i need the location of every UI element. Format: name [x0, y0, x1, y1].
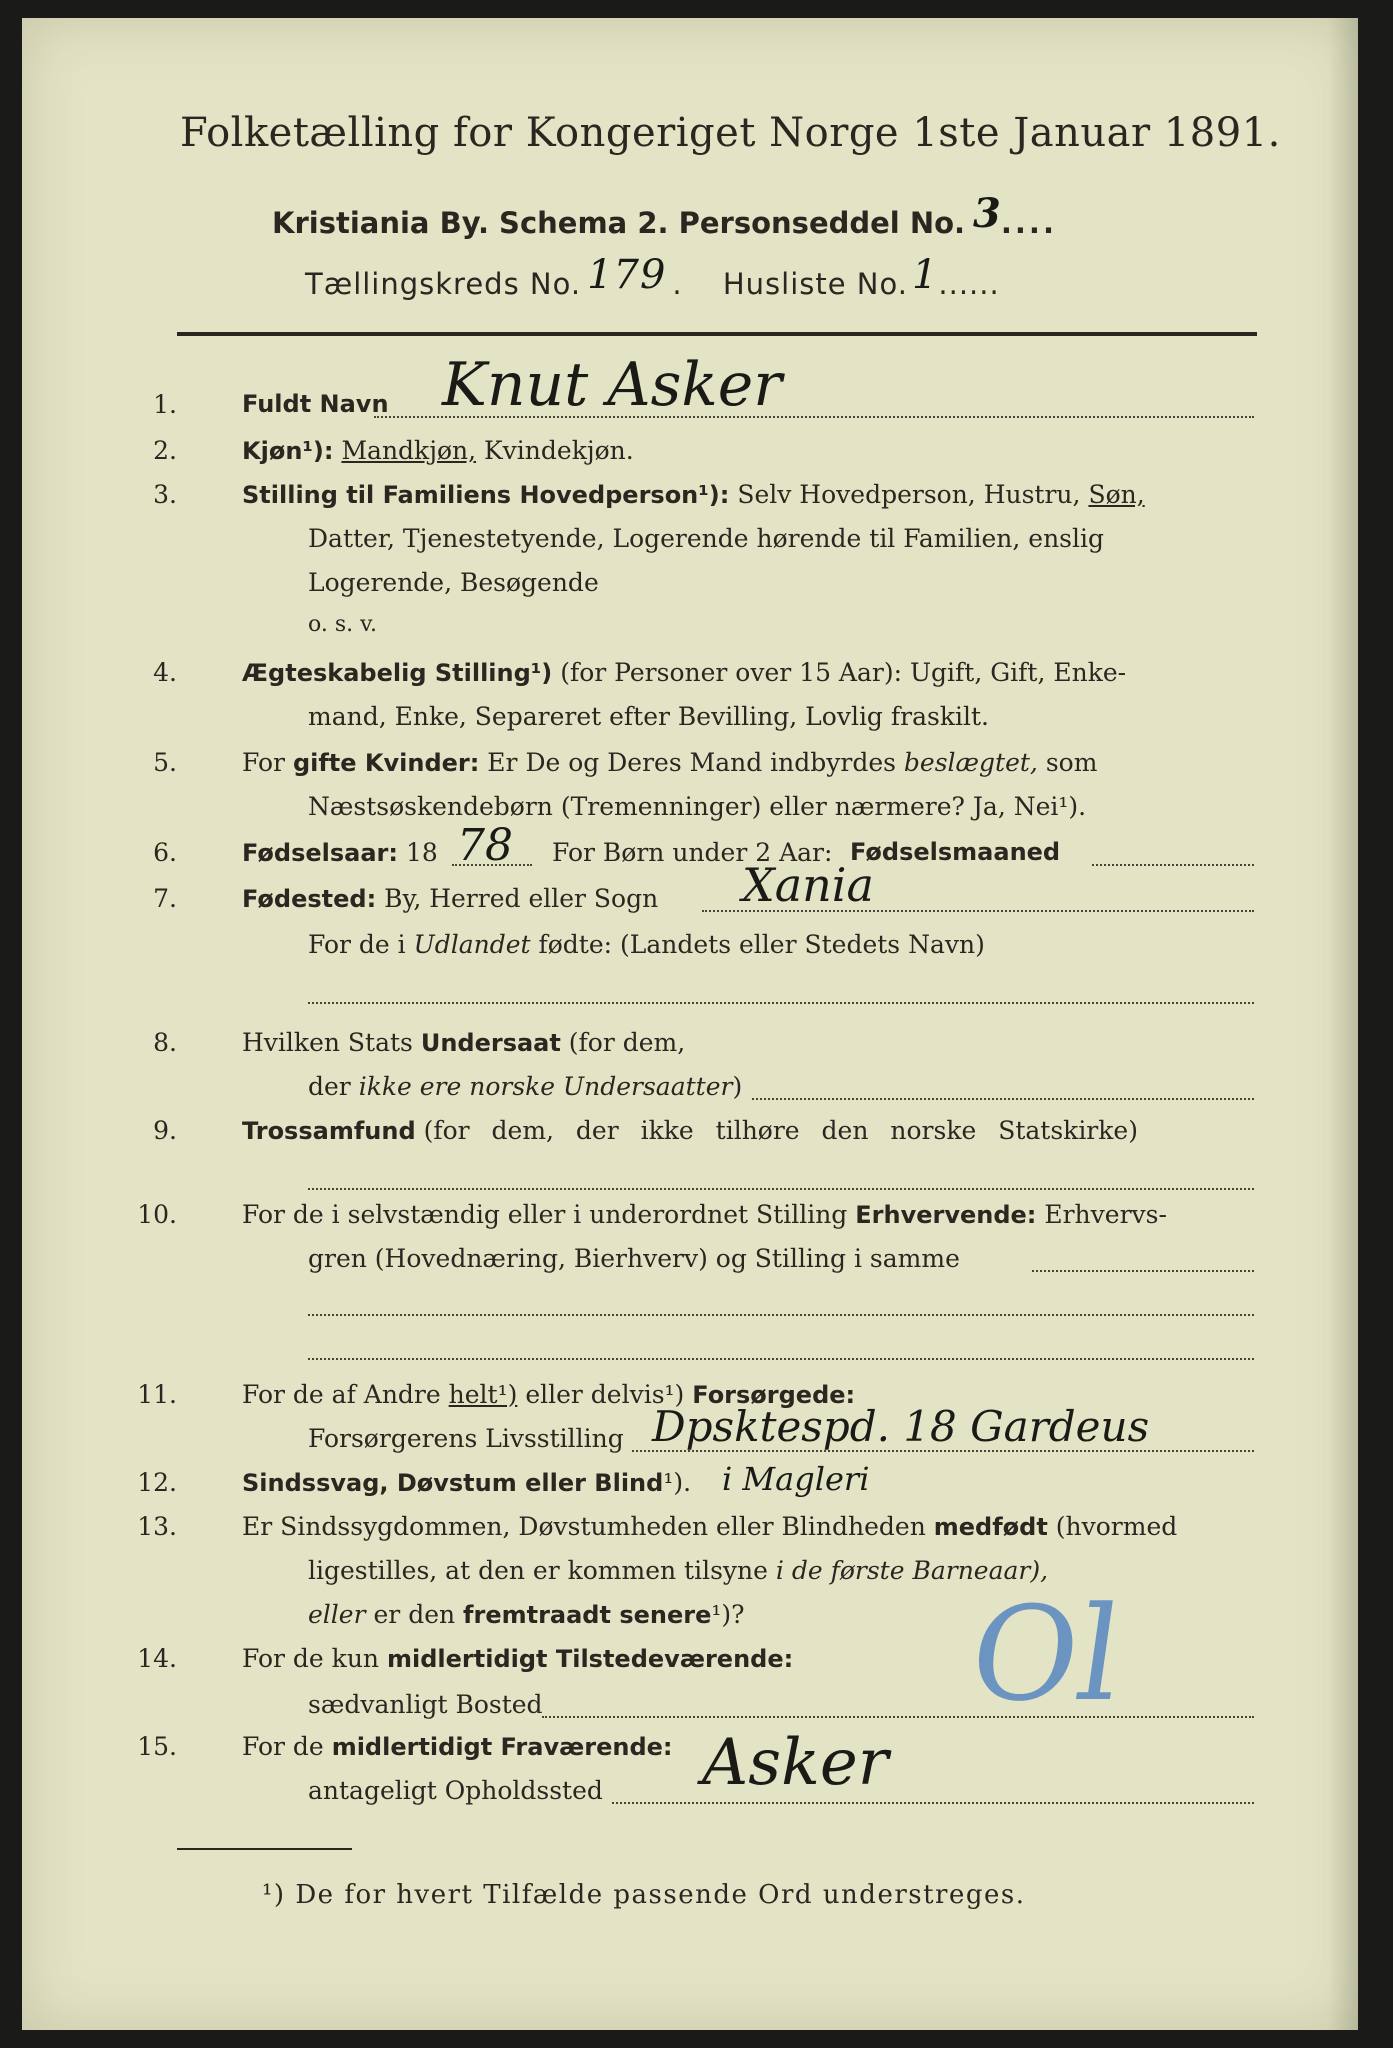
item-text: Er Sindssygdommen, Døvstumheden eller Blindheden	[242, 1512, 926, 1541]
item-label: Sindssvag, Døvstum eller Blind	[242, 1469, 664, 1497]
item-label: Fødselsmaaned	[850, 838, 1061, 866]
item-number: 12.	[137, 1468, 177, 1497]
item-label: Fødested:	[242, 885, 377, 913]
underlined-option: Mandkjøn,	[341, 436, 477, 465]
item-text: (hvormed	[1055, 1512, 1178, 1541]
item-text: For de kun	[242, 1644, 380, 1673]
option-text: Kvindekjøn.	[484, 436, 634, 465]
item-text: For de i	[308, 930, 406, 959]
underlined-option: Søn,	[1088, 480, 1145, 509]
header-schema-text: Kristiania By. Schema 2. Personseddel No.	[272, 206, 966, 240]
item-number: 7.	[153, 884, 177, 913]
item-number: 2.	[153, 436, 177, 465]
item-number: 15.	[137, 1732, 177, 1761]
item-text: Erhvervs-	[1044, 1200, 1167, 1229]
census-form-sheet: Folketælling for Kongeriget Norge 1ste Januar 1891. Kristiania By. Schema 2. Personseddel No. 3.... Tællingskreds No. 179 . Husliste No. 1...... 1. Fuldt Navn Knut Asker 2. Kjøn¹): Mandkjøn, Kvindekjøn. 3. Stilling til Familiens Hovedperson¹): Selv Hovedperson, Hustru, Søn, Datter, Tjenestetyende, Logerende hørende til Familien, enslig Logerende, Besøgende o. s. v. 4. Ægteskabelig Stilling¹) (for Personer over 15 Aar): Ugift, Gift, Enke- mand, Enke, Separeret efter Bevilling, Lovlig fraskilt. 5. For gifte Kvinder: Er De og Deres Mand indbyrdes beslægtet, som Næstsøskendebørn (Tremenninger) eller nærmere? Ja, Nei¹). 6. Fødselsaar: 18 78 For Børn under 2 Aar: Fødselsmaaned 7. Fødested: By, Herred eller Sogn Xania For de i Udlandet fødte: (Landets eller Stedets Navn) 8. Hvilken Stats Undersaat (for dem, der ikke ere norske Undersaatter) 9. Trossamfund (for dem, der ikke tilhøre den norske Statskirke) 10. For de i selvstændig eller i underordnet Stilling Erhvervende: Erhvervs- gren (Hovednæring, Bierhverv) og Stilling i samme 11. For de af Andre helt¹) eller delvis¹) Forsørgede: Forsørgerens Livsstilling Dpsktespd. 18 Gardeus 12. Sindssvag, Døvstum eller Blind¹). i Magleri 13. Er Sindssygdommen, Døvstumheden eller Blindheden medfødt (hvormed ligestilles, at den er kommen tilsyne i de første Barneaar), eller er den fremtraadt senere¹)? 14. For de kun midlertidigt Tilstedeværende: sædvanligt Bosted 15. For de midlertidigt Fraværende: antageligt Opholdssted Asker Ol ¹) De for hvert Tilfælde passende Ord understreges.	[22, 18, 1358, 2030]
handwritten-residence: Asker	[702, 1726, 889, 1800]
handwritten-birth-year: 78	[457, 820, 513, 871]
item-text: der	[308, 1072, 351, 1101]
header-rule	[177, 332, 1257, 336]
item-number: 14.	[137, 1644, 177, 1673]
item-text: fødte: (Landets eller Stedets Navn)	[538, 930, 985, 959]
item-number: 6.	[153, 838, 177, 867]
item-text-italic: eller	[308, 1600, 366, 1629]
handwritten-condition-note: i Magleri	[722, 1460, 870, 1498]
item-number: 8.	[153, 1028, 177, 1057]
item-label: Ægteskabelig Stilling¹)	[242, 659, 553, 687]
item-label: Forsørgede:	[692, 1381, 856, 1409]
item-number: 5.	[153, 748, 177, 777]
item-text: For	[242, 748, 285, 777]
item-label: Erhvervende:	[855, 1201, 1037, 1229]
item-text-italic: beslægtet,	[903, 748, 1038, 777]
item-text-line: o. s. v.	[308, 612, 377, 637]
personseddel-number: 3	[973, 190, 1001, 237]
item-label: fremtraadt senere	[463, 1601, 712, 1629]
item-label: Stilling til Familiens Hovedperson¹):	[242, 481, 730, 509]
item-text-line: gren (Hovednæring, Bierhverv) og Stilling i samme	[308, 1244, 960, 1273]
item-label: Fødselsaar:	[242, 839, 398, 867]
item-text: ¹).	[663, 1468, 692, 1497]
item-text-italic: i de første Barneaar),	[775, 1556, 1049, 1585]
item-label: Undersaat	[420, 1029, 561, 1057]
item-label: midlertidigt Fraværende:	[331, 1733, 673, 1761]
footnote-rule	[177, 1848, 352, 1850]
item-number: 13.	[137, 1512, 177, 1541]
item-label: midlertidigt Tilstedeværende:	[386, 1645, 794, 1673]
item-number: 10.	[137, 1200, 177, 1229]
item-number: 11.	[137, 1380, 177, 1409]
item-text: Er De og Deres Mand indbyrdes	[487, 748, 896, 777]
kreds-label: Tællingskreds No.	[305, 267, 582, 301]
husliste-number: 1	[911, 252, 939, 298]
blue-pencil-mark: Ol	[961, 1578, 1131, 1730]
item-text-line: Logerende, Besøgende	[308, 568, 599, 597]
item-text-line: antageligt Opholdssted	[308, 1776, 603, 1805]
item-number: 3.	[153, 480, 177, 509]
husliste-label: Husliste No.	[722, 267, 908, 301]
item-text: By, Herred eller Sogn	[384, 884, 659, 913]
footnote: ¹) De for hvert Tilfælde passende Ord understreges.	[262, 1880, 1026, 1910]
form-title: Folketælling for Kongeriget Norge 1ste Januar 1891.	[180, 110, 1281, 156]
item-label: Trossamfund	[242, 1117, 416, 1145]
item-label: Kjøn¹):	[242, 437, 334, 465]
year-prefix: 18	[405, 838, 438, 867]
item-text-italic: ikke ere norske Undersaatter	[358, 1072, 733, 1101]
item-text-line: (for Personer over 15 Aar): Ugift, Gift, Enke-	[560, 658, 1127, 687]
item-text: er den	[373, 1600, 456, 1629]
item-text: For de	[242, 1732, 324, 1761]
item-text: (for dem, der ikke tilhøre den norske Statskirke)	[423, 1116, 1138, 1145]
item-text-line: sædvanligt Bosted	[308, 1690, 543, 1719]
item-label: gifte Kvinder:	[292, 749, 480, 777]
item-text: For Børn under 2 Aar:	[552, 838, 833, 867]
item-number: 4.	[153, 658, 177, 687]
item-text: (for dem,	[568, 1028, 686, 1057]
item-text: For de i selvstændig eller i underordnet Stilling	[242, 1200, 848, 1229]
item-text-line: Forsørgerens Livsstilling	[308, 1424, 624, 1453]
page-edge-shadow	[1328, 18, 1358, 2030]
header-line-schema: Kristiania By. Schema 2. Personseddel No. 3....	[272, 190, 1057, 240]
handwritten-name: Knut Asker	[442, 350, 782, 420]
item-label: Fuldt Navn	[242, 390, 389, 418]
item-text: eller delvis¹)	[525, 1380, 685, 1409]
underlined-option: helt¹)	[448, 1380, 518, 1409]
item-text: Hvilken Stats	[242, 1028, 413, 1057]
item-text-line: Datter, Tjenestetyende, Logerende hørende til Familien, enslig	[308, 524, 1105, 553]
item-text-italic: Udlandet	[413, 930, 531, 959]
item-text-line: mand, Enke, Separeret efter Bevilling, Lovlig fraskilt.	[308, 702, 989, 731]
item-text: ligestilles, at den er kommen tilsyne	[308, 1556, 768, 1585]
item-number: 1.	[153, 390, 177, 419]
item-text: som	[1045, 748, 1098, 777]
item-text: ¹)?	[711, 1600, 745, 1629]
item-number: 9.	[153, 1116, 177, 1145]
kreds-number: 179	[587, 252, 667, 298]
item-text-line: Næstsøskendebørn (Tremenninger) eller nærmere? Ja, Nei¹).	[308, 792, 1087, 821]
item-text: For de af Andre	[242, 1380, 441, 1409]
option-text: Selv Hovedperson, Hustru,	[737, 480, 1081, 509]
header-line-kreds: Tællingskreds No. 179 . Husliste No. 1......	[305, 252, 1000, 301]
handwritten-provider-occupation: Dpsktespd. 18 Gardeus	[652, 1402, 1150, 1451]
item-label: medfødt	[933, 1513, 1048, 1541]
handwritten-birthplace: Xania	[742, 858, 874, 912]
